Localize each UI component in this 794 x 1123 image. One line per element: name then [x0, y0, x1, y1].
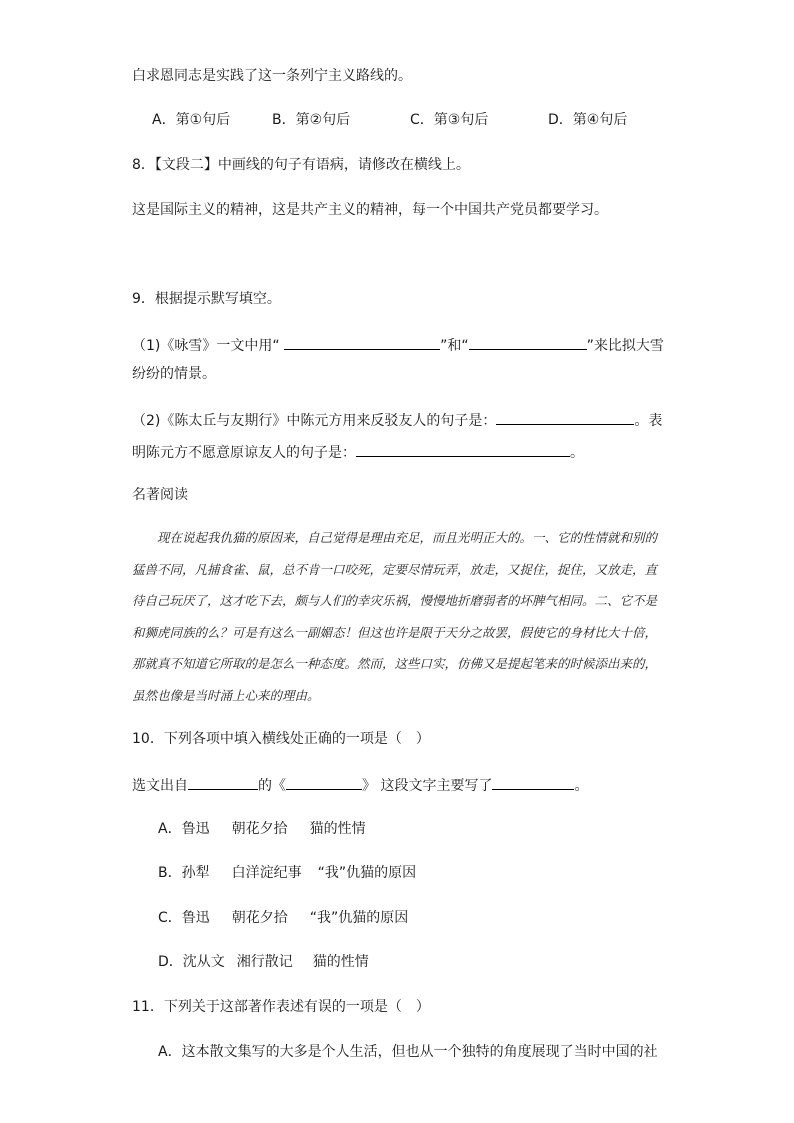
q10-blank-2[interactable] — [286, 774, 362, 790]
q10-stem-b: 的《 — [258, 778, 286, 794]
q7-option-d: D．第④句后 — [548, 112, 628, 128]
option-book: 湘行散记 — [236, 954, 293, 970]
q9-item2-text-a: （2)《陈太丘与友期行》中陈元方用来反驳友人的句子是： — [132, 413, 497, 429]
q9-blank-3[interactable] — [496, 409, 634, 425]
option-topic: 猫的性情 — [309, 821, 366, 837]
q8-sentence: 这是国际主义的精神，这是共产主义的精神，每一个中国共产党员都要学习。 — [132, 202, 608, 218]
q11-question: 11．下列关于这部著作表述有误的一项是（ ） — [132, 999, 430, 1015]
reading-passage: 现在说起我仇猫的原因来，自己觉得是理由充足，而且光明正大的。一、它的性情就和别的猛兽不同，凡捕食雀、鼠，总不肯一口咬死，定要尽情玩弄，放走，又捉住，捉住，又放走，直待自己玩厌了，这才吃下去，颇与人们的幸灾乐祸，慢慢地折磨弱者的坏脾气相同。二、它不是和狮虎同族的么？可是有这么一副媚态！但这也许是限于天分之故罢，假使它的身材比大十倍，那就真不知道它所取的是怎么一种态度。然而，这些口实，仿佛又是提起笔来的时候添出来的，虽然也像是当时涌上心来的理由。 — [132, 530, 658, 703]
q10-option-d — [158, 952, 369, 972]
q10-stem-a: 选文出自 — [132, 778, 188, 794]
q9-item-1 — [132, 334, 664, 356]
section-heading: 名著阅读 — [132, 487, 188, 503]
option-author: 鲁迅 — [181, 821, 210, 837]
q10-stem-c: 》 这段文字主要写了 — [362, 778, 493, 794]
q9-item2-cont — [132, 441, 584, 463]
q11-option-a: A．这本散文集写的大多是个人生活，但也从一个独特的角度展现了当时中国的社 — [158, 1044, 658, 1060]
q7-option-a: A．第①句后 — [152, 112, 231, 128]
q9-blank-1[interactable] — [284, 334, 440, 350]
q10-stem-d: 。 — [574, 778, 589, 794]
option-book: 朝花夕拾 — [231, 821, 288, 837]
option-author: 孙犁 — [181, 865, 210, 881]
q10-blank-1[interactable] — [188, 774, 258, 790]
q8-question: 8．【文段二】中画线的句子有语病，请修改在横线上。 — [132, 157, 470, 173]
option-letter: D． — [158, 954, 183, 970]
q9-item1-text-a: （1)《咏雪》一文中用“ — [132, 338, 280, 354]
q10-option-b — [158, 863, 416, 883]
intro-line: 白求恩同志是实践了这一条列宁主义路线的。 — [132, 68, 412, 84]
q10-option-c — [158, 908, 408, 928]
option-author: 沈从文 — [182, 954, 225, 970]
q9-item-2 — [132, 409, 662, 431]
option-book: 朝花夕拾 — [231, 910, 288, 926]
q9-item1-text-c: ”来比拟大雪 — [586, 338, 664, 354]
option-topic: “我”仇猫的原因 — [317, 865, 417, 881]
option-letter: B． — [158, 865, 182, 881]
option-topic: 猫的性情 — [312, 954, 369, 970]
q9-item1-text-b: ”和“ — [440, 338, 469, 354]
option-letter: A． — [158, 821, 182, 837]
q9-item1-cont: 纷纷的情景。 — [132, 366, 216, 382]
q7-option-c: C．第③句后 — [410, 112, 489, 128]
q10-blank-3[interactable] — [492, 774, 574, 790]
q10-stem — [132, 774, 588, 796]
q10-question: 10．下列各项中填入横线处正确的一项是（ ） — [132, 731, 430, 747]
q9-blank-2[interactable] — [469, 334, 587, 350]
q10-option-a — [158, 819, 366, 839]
q9-item2-text-c: 明陈元方不愿意原谅友人的句子是： — [132, 445, 356, 461]
option-letter: C． — [158, 910, 182, 926]
option-book: 白洋淀纪事 — [231, 865, 302, 881]
q9-item2-text-d: 。 — [570, 445, 584, 461]
q9-question: 9．根据提示默写填空。 — [132, 291, 281, 307]
q9-item2-text-b: 。表 — [634, 413, 663, 429]
q7-option-b: B．第②句后 — [272, 112, 351, 128]
option-topic: “我”仇猫的原因 — [309, 910, 409, 926]
option-author: 鲁迅 — [181, 910, 210, 926]
q9-blank-4[interactable] — [356, 441, 570, 457]
